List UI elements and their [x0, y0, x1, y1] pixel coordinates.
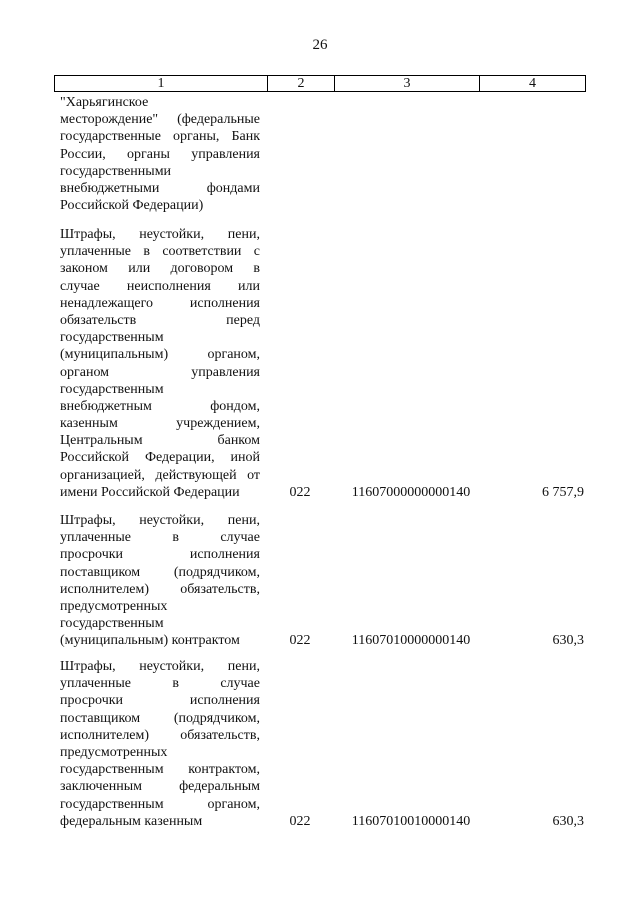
- description-line: государственным: [60, 330, 164, 346]
- admin-code-cell: 022: [289, 813, 311, 829]
- kbk-code-cell: 11607010010000140: [351, 813, 471, 829]
- description-line: Российской Федерации, иной: [60, 450, 260, 466]
- description-line: внебюджетными фондами: [60, 180, 260, 196]
- description-line: уплаченные в соответствии с: [60, 244, 260, 260]
- amount-cell: 630,3: [552, 813, 584, 829]
- header-col-4: 4: [479, 76, 585, 91]
- description-line: Центральным банком: [60, 433, 260, 449]
- amount-cell: 6 757,9: [542, 485, 584, 500]
- description-line: ненадлежащего исполнения: [60, 295, 260, 311]
- description-line: Штрафы, неустойки, пени,: [60, 513, 260, 528]
- description-line: федеральным казенным: [60, 813, 203, 829]
- row-description: [60, 94, 260, 214]
- description-line: законом или договором в: [60, 261, 260, 277]
- description-line: имени Российской Федерации: [60, 484, 240, 500]
- admin-code-cell: 022: [289, 633, 311, 649]
- description-line: организацией, действующей от: [60, 467, 260, 483]
- description-line: уплаченные в случае: [60, 676, 260, 692]
- description-line: поставщиком (подрядчиком,: [60, 564, 260, 580]
- description-line: России, органы управления: [60, 146, 260, 162]
- description-line: Штрафы, неустойки, пени,: [60, 227, 260, 242]
- description-line: внебюджетным фондом,: [60, 398, 260, 414]
- description-line: поставщиком (подрядчиком,: [60, 710, 260, 726]
- description-line: Штрафы, неустойки, пени,: [60, 659, 260, 674]
- row-description: [60, 512, 260, 650]
- description-line: просрочки исполнения: [60, 693, 260, 709]
- description-line: государственными: [60, 163, 172, 179]
- description-line: государственные органы, Банк: [60, 129, 260, 145]
- description-line: месторождение" (федеральные: [60, 112, 260, 128]
- description-line: Российской Федерации): [60, 198, 204, 214]
- kbk-code-cell: 11607000000000140: [351, 485, 471, 500]
- row-description: [60, 226, 260, 501]
- description-line: предусмотренных: [60, 598, 168, 614]
- admin-code-cell: 022: [289, 485, 311, 500]
- description-line: (муниципальным) органом,: [60, 347, 260, 363]
- description-line: случае неисполнения или: [60, 278, 260, 294]
- amount-cell: 630,3: [552, 633, 584, 649]
- header-col-3: 3: [334, 76, 479, 91]
- description-line: "Харьягинское: [60, 95, 149, 110]
- description-line: предусмотренных: [60, 744, 168, 760]
- kbk-code-cell: 11607010000000140: [351, 633, 471, 649]
- page-number: 26: [312, 37, 328, 53]
- description-line: казенным учреждением,: [60, 416, 260, 432]
- description-line: обязательств перед: [60, 312, 260, 328]
- row-description: [60, 658, 260, 830]
- description-line: уплаченные в случае: [60, 530, 260, 546]
- description-line: заключенным федеральным: [60, 779, 260, 795]
- table-header: [54, 75, 586, 92]
- header-col-2: 2: [267, 76, 334, 91]
- description-line: (муниципальным) контрактом: [60, 633, 240, 649]
- description-line: государственным: [60, 381, 164, 397]
- description-line: исполнителем) обязательств,: [60, 727, 260, 743]
- description-line: государственным органом,: [60, 796, 260, 812]
- description-line: государственным контрактом,: [60, 762, 260, 778]
- header-col-1: 1: [157, 76, 165, 91]
- description-line: государственным: [60, 616, 164, 632]
- description-line: исполнителем) обязательств,: [60, 581, 260, 597]
- description-line: просрочки исполнения: [60, 547, 260, 563]
- description-line: органом управления: [60, 364, 260, 380]
